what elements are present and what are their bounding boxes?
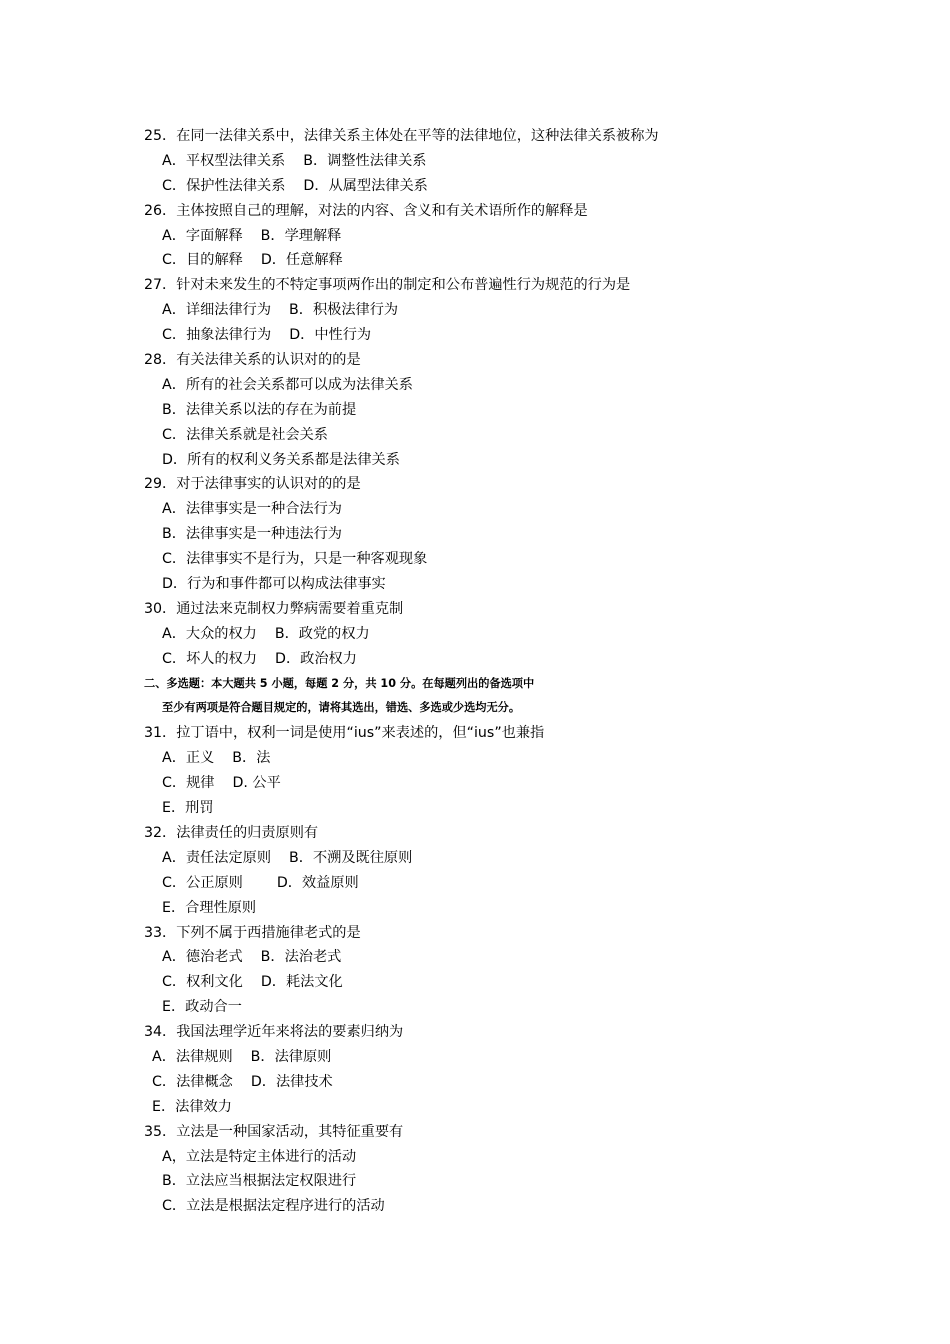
question-stem: 32．法律责任的归责原则有: [144, 824, 319, 841]
option: B．法治老式: [260, 949, 342, 966]
question-stem: 33．下列不属于西措施律老式的是: [144, 924, 361, 941]
section-heading-cont: 至少有两项是符合题目规定的，请将其选出，错选、多选或少选均无分。: [162, 701, 521, 715]
option: C．坏人的权力: [162, 650, 258, 667]
question-stem: 34．我国法理学近年来将法的要素归纳为: [144, 1024, 404, 1041]
option: E．政动合一: [162, 999, 242, 1016]
option-line: [0, 298, 950, 323]
option: B．政党的权力: [274, 625, 370, 642]
option-line: [0, 945, 950, 970]
option-line: [0, 846, 950, 871]
question-stem: 30．通过法来克制权力弊病需要着重克制: [144, 600, 404, 617]
option: D．从属型法律关系: [303, 177, 428, 194]
question-stem: 28．有关法律关系的认识对的的是: [144, 352, 361, 369]
option: C．规律: [162, 775, 215, 792]
option: C．公正原则: [162, 874, 243, 891]
option-line: [0, 1070, 950, 1095]
option: B．法: [232, 750, 271, 767]
option: C．目的解释: [162, 252, 243, 269]
option-line: [0, 622, 950, 647]
option-line: [0, 746, 950, 771]
option: D．政治权力: [275, 650, 357, 667]
option: C．法律概念: [152, 1073, 233, 1090]
question-stem: 27．针对未来发生的不特定事项两作出的制定和公布普遍性行为规范的行为是: [144, 277, 631, 294]
option: D．耗法文化: [260, 974, 343, 991]
option: D．中性行为: [289, 327, 372, 344]
option: B．学理解释: [260, 227, 342, 244]
option: B．法律原则: [250, 1048, 332, 1065]
option-line: [0, 248, 950, 273]
option: B．调整性法律关系: [303, 152, 427, 169]
option-line: [0, 323, 950, 348]
option: E．法律效力: [152, 1098, 232, 1115]
option: A．平权型法律关系: [162, 152, 286, 169]
option: A．德治老式: [162, 949, 243, 966]
option: A，立法是特定主体进行的活动: [162, 1148, 357, 1165]
option: B．积极法律行为: [289, 302, 399, 319]
option: C．抽象法律行为: [162, 327, 272, 344]
option: D．任意解释: [260, 252, 343, 269]
option: A．法律规则: [152, 1048, 233, 1065]
option: A．字面解释: [162, 227, 243, 244]
option: A．所有的社会关系都可以成为法律关系: [162, 376, 413, 393]
option: C．法律关系就是社会关系: [162, 426, 328, 443]
exam-page: [0, 124, 950, 1219]
option: D. 公平: [232, 775, 281, 792]
option: C．立法是根据法定程序进行的活动: [162, 1198, 385, 1215]
option: C．保护性法律关系: [162, 177, 286, 194]
option: D．法律技术: [250, 1073, 333, 1090]
option: D．效益原则: [276, 874, 359, 891]
option: C．权利文化: [162, 974, 243, 991]
option: B．立法应当根据法定权限进行: [162, 1173, 357, 1190]
section-heading: 二、多选题：本大题共 5 小题，每题 2 分，共 10 分。在每题列出的备选项中: [144, 676, 535, 690]
option: C．法律事实不是行为，只是一种客观现象: [162, 551, 428, 568]
option: B．不溯及既往原则: [289, 849, 413, 866]
option-line: [0, 224, 950, 249]
option: A．详细法律行为: [162, 302, 272, 319]
option: A．正义: [162, 750, 215, 767]
option: D．行为和事件都可以构成法律事实: [162, 576, 386, 593]
option-line: [0, 871, 950, 896]
option-line: [0, 771, 950, 796]
option: A．大众的权力: [162, 625, 257, 642]
question-stem: 29．对于法律事实的认识对的的是: [144, 476, 361, 493]
option: E．合理性原则: [162, 899, 257, 916]
option-line: [0, 1045, 950, 1070]
question-stem: 25．在同一法律关系中，法律关系主体处在平等的法律地位，这种法律关系被称为: [144, 128, 659, 144]
option: A．法律事实是一种合法行为: [162, 501, 342, 518]
option-line: [0, 970, 950, 995]
option: A．责任法定原则: [162, 849, 272, 866]
option: E．刑罚: [162, 800, 214, 817]
option-line: [0, 647, 950, 672]
option: B．法律关系以法的存在为前提: [162, 401, 357, 418]
question-stem: 31．拉丁语中，权利一词是使用“ius”来表述的，但“ius”也兼指: [144, 725, 545, 742]
option-line: [0, 174, 950, 199]
option: D．所有的权利义务关系都是法律关系: [162, 451, 400, 468]
question-stem: 35．立法是一种国家活动，其特征重要有: [144, 1123, 404, 1140]
option-line: [0, 149, 950, 174]
option: B．法律事实是一种违法行为: [162, 526, 342, 543]
question-stem: 26．主体按照自己的理解，对法的内容、含义和有关术语所作的解释是: [144, 202, 588, 219]
